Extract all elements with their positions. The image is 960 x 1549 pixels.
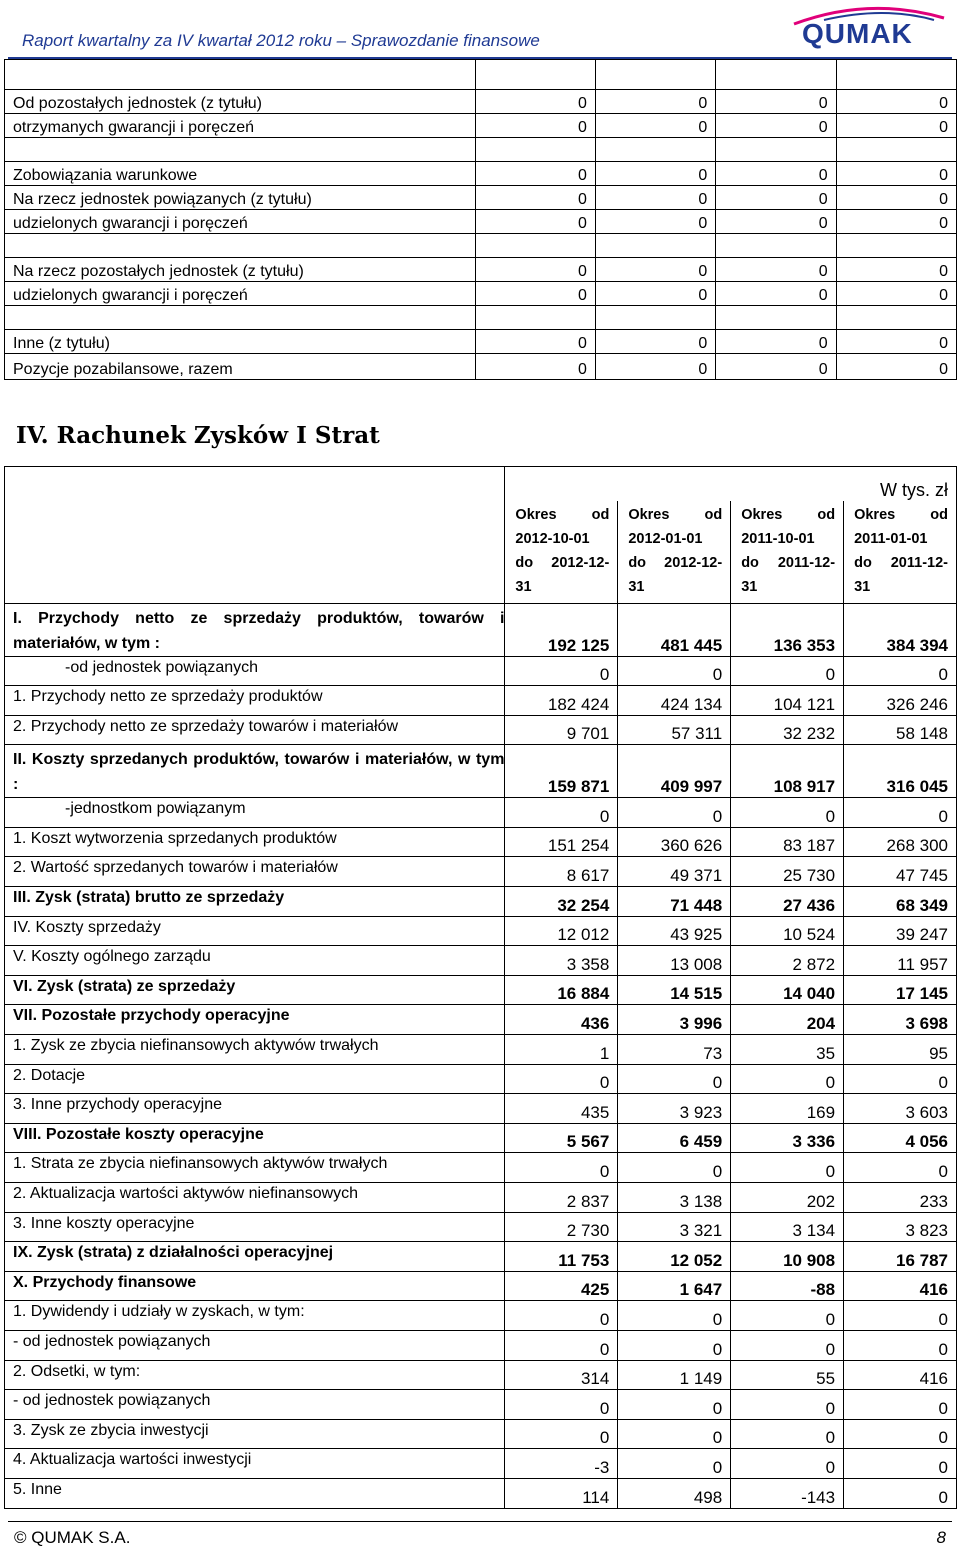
row-label: 1. Strata ze zbycia niefinansowych aktywów trwałych: [5, 1153, 505, 1183]
row-value: 384 394: [844, 603, 957, 656]
row-value: 32 232: [731, 715, 844, 745]
table-row: [5, 60, 957, 90]
row-value: [836, 60, 956, 90]
row-value: 0: [475, 258, 595, 282]
row-value: 0: [505, 1153, 618, 1183]
row-value: 0: [595, 90, 715, 114]
table-row: [5, 1271, 957, 1301]
footer-copyright: © QUMAK S.A.: [14, 1528, 131, 1547]
row-value: 0: [716, 114, 836, 138]
row-value: 0: [731, 1419, 844, 1449]
row-value: 0: [844, 1419, 957, 1449]
row-value: 0: [716, 186, 836, 210]
row-label: 4. Aktualizacja wartości inwestycji: [5, 1449, 505, 1479]
row-value: 3 923: [618, 1094, 731, 1124]
row-value: 0: [731, 656, 844, 686]
row-value: 3 134: [731, 1212, 844, 1242]
table-row: [5, 162, 957, 186]
table-row: [5, 656, 957, 686]
row-value: 0: [844, 798, 957, 828]
row-label: X. Przychody finansowe: [5, 1271, 505, 1301]
row-label: 3. Inne koszty operacyjne: [5, 1212, 505, 1242]
table-row: [5, 1390, 957, 1420]
row-label: 1. Koszt wytworzenia sprzedanych produktów: [5, 827, 505, 857]
row-value: 3 138: [618, 1183, 731, 1213]
row-value: 0: [836, 90, 956, 114]
row-label: Na rzecz pozostałych jednostek (z tytułu): [5, 258, 476, 282]
header-blank: [5, 467, 505, 604]
row-label: 2. Odsetki, w tym:: [5, 1360, 505, 1390]
row-label: I. Przychody netto ze sprzedaży produktów, towarów i materiałów, w tym :: [5, 603, 505, 656]
row-value: 326 246: [844, 686, 957, 716]
row-label: 1. Przychody netto ze sprzedaży produktów: [5, 686, 505, 716]
row-value: 0: [618, 1330, 731, 1360]
row-value: 57 311: [618, 715, 731, 745]
row-value: 2 837: [505, 1183, 618, 1213]
row-value: [836, 234, 956, 258]
row-value: 43 925: [618, 916, 731, 946]
row-value: 169: [731, 1094, 844, 1124]
row-value: 0: [836, 210, 956, 234]
table-row: [5, 1183, 957, 1213]
table-row: [5, 306, 957, 330]
row-value: 11 753: [505, 1242, 618, 1272]
row-value: [836, 306, 956, 330]
row-value: 435: [505, 1094, 618, 1124]
row-label: 2. Przychody netto ze sprzedaży towarów i materiałów: [5, 715, 505, 745]
row-value: 0: [836, 114, 956, 138]
row-value: 3 336: [731, 1123, 844, 1153]
row-value: 95: [844, 1035, 957, 1065]
row-value: 0: [618, 798, 731, 828]
row-label: Inne (z tytułu): [5, 330, 476, 354]
row-value: 73: [618, 1035, 731, 1065]
row-value: 2 872: [731, 946, 844, 976]
row-value: 0: [731, 1330, 844, 1360]
row-value: 32 254: [505, 887, 618, 917]
row-value: 108 917: [731, 745, 844, 798]
table-row: [5, 857, 957, 887]
row-value: 416: [844, 1360, 957, 1390]
row-value: 17 145: [844, 975, 957, 1005]
table-row: [5, 186, 957, 210]
table-row: [5, 827, 957, 857]
row-value: 0: [475, 90, 595, 114]
row-value: 3 996: [618, 1005, 731, 1035]
row-value: 0: [844, 1449, 957, 1479]
row-label: Zobowiązania warunkowe: [5, 162, 476, 186]
table-row: [5, 1212, 957, 1242]
row-value: 182 424: [505, 686, 618, 716]
table-row: [5, 715, 957, 745]
row-label: 1. Dywidendy i udziały w zyskach, w tym:: [5, 1301, 505, 1331]
row-label: -jednostkom powiązanym: [5, 798, 505, 828]
table-row: [5, 1123, 957, 1153]
row-value: 1 647: [618, 1271, 731, 1301]
report-title: Raport kwartalny za IV kwartał 2012 roku – Sprawozdanie finansowe: [22, 31, 540, 50]
row-value: 0: [844, 1330, 957, 1360]
row-value: [595, 60, 715, 90]
row-value: 71 448: [618, 887, 731, 917]
row-value: 0: [595, 282, 715, 306]
row-value: 12 012: [505, 916, 618, 946]
row-label: 1. Zysk ze zbycia niefinansowych aktywów trwałych: [5, 1035, 505, 1065]
row-value: 16 787: [844, 1242, 957, 1272]
row-value: 3 321: [618, 1212, 731, 1242]
row-value: [475, 306, 595, 330]
row-value: 0: [716, 210, 836, 234]
off-balance-table: [4, 59, 957, 380]
row-value: 0: [505, 1064, 618, 1094]
row-value: 10 524: [731, 916, 844, 946]
row-value: 55: [731, 1360, 844, 1390]
row-label: - od jednostek powiązanych: [5, 1390, 505, 1420]
row-value: 481 445: [618, 603, 731, 656]
row-value: 0: [475, 210, 595, 234]
row-value: 0: [618, 1301, 731, 1331]
row-label: udzielonych gwarancji i poręczeń: [5, 282, 476, 306]
row-value: 3 603: [844, 1094, 957, 1124]
row-value: 0: [731, 1064, 844, 1094]
row-value: 436: [505, 1005, 618, 1035]
row-value: 0: [844, 1064, 957, 1094]
row-value: 0: [836, 282, 956, 306]
row-label: - od jednostek powiązanych: [5, 1330, 505, 1360]
row-value: 0: [595, 258, 715, 282]
unit-label: W tys. zł: [505, 467, 957, 501]
row-label: III. Zysk (strata) brutto ze sprzedaży: [5, 887, 505, 917]
table-row: [5, 1449, 957, 1479]
table-row: [5, 798, 957, 828]
table-row: [5, 210, 957, 234]
row-value: [716, 60, 836, 90]
table-row: [5, 234, 957, 258]
row-value: 11 957: [844, 946, 957, 976]
table-row: [5, 1301, 957, 1331]
row-value: 0: [595, 354, 715, 380]
row-value: 0: [836, 258, 956, 282]
page-header: [0, 0, 960, 60]
row-label: V. Koszty ogólnego zarządu: [5, 946, 505, 976]
row-value: 159 871: [505, 745, 618, 798]
row-value: 0: [716, 90, 836, 114]
row-label: 5. Inne: [5, 1478, 505, 1508]
row-value: [716, 306, 836, 330]
table-row: [5, 258, 957, 282]
row-value: 68 349: [844, 887, 957, 917]
row-value: 104 121: [731, 686, 844, 716]
table-row: [5, 90, 957, 114]
row-value: 409 997: [618, 745, 731, 798]
table-row: [5, 1478, 957, 1508]
row-label: Pozycje pozabilansowe, razem: [5, 354, 476, 380]
table-row: [5, 1153, 957, 1183]
row-value: 13 008: [618, 946, 731, 976]
row-label: 2. Aktualizacja wartości aktywów niefinansowych: [5, 1183, 505, 1213]
row-value: 0: [595, 186, 715, 210]
table-row: [5, 282, 957, 306]
row-value: -3: [505, 1449, 618, 1479]
row-value: 0: [618, 656, 731, 686]
table-row: [5, 887, 957, 917]
row-label: 2. Wartość sprzedanych towarów i materiałów: [5, 857, 505, 887]
row-value: 0: [836, 330, 956, 354]
table-row: [5, 1064, 957, 1094]
table-row: [5, 1360, 957, 1390]
table-row: [5, 686, 957, 716]
row-value: 0: [844, 1153, 957, 1183]
column-header: Okres od 2011-01-01 do 2011-12-31: [844, 501, 957, 604]
row-value: [475, 234, 595, 258]
row-value: 416: [844, 1271, 957, 1301]
column-header: Okres od 2011-10-01 do 2011-12-31: [731, 501, 844, 604]
row-value: 3 823: [844, 1212, 957, 1242]
row-value: 0: [595, 114, 715, 138]
row-value: 233: [844, 1183, 957, 1213]
row-value: 27 436: [731, 887, 844, 917]
row-value: 14 040: [731, 975, 844, 1005]
footer-rule: [8, 1521, 952, 1522]
row-value: 136 353: [731, 603, 844, 656]
row-value: 47 745: [844, 857, 957, 887]
table-row: [5, 1242, 957, 1272]
row-value: 8 617: [505, 857, 618, 887]
row-label: otrzymanych gwarancji i poręczeń: [5, 114, 476, 138]
row-label: VIII. Pozostałe koszty operacyjne: [5, 1123, 505, 1153]
row-value: 14 515: [618, 975, 731, 1005]
row-value: 1: [505, 1035, 618, 1065]
column-header: Okres od 2012-10-01 do 2012-12-31: [505, 501, 618, 604]
row-value: 151 254: [505, 827, 618, 857]
table-row: [5, 1330, 957, 1360]
row-value: 0: [618, 1064, 731, 1094]
row-value: 83 187: [731, 827, 844, 857]
row-value: [836, 138, 956, 162]
row-value: 0: [731, 1449, 844, 1479]
row-label: 3. Zysk ze zbycia inwestycji: [5, 1419, 505, 1449]
row-value: 58 148: [844, 715, 957, 745]
table-row: [5, 603, 957, 656]
row-value: 0: [836, 354, 956, 380]
column-header: Okres od 2012-01-01 do 2012-12-31: [618, 501, 731, 604]
row-label: 3. Inne przychody operacyjne: [5, 1094, 505, 1124]
row-value: [475, 138, 595, 162]
row-value: 0: [716, 282, 836, 306]
row-value: 360 626: [618, 827, 731, 857]
row-value: 0: [505, 1330, 618, 1360]
row-value: 35: [731, 1035, 844, 1065]
logo-text: QUMAK: [802, 18, 913, 49]
income-statement-table: [4, 466, 957, 1509]
row-value: [716, 138, 836, 162]
row-value: 0: [836, 162, 956, 186]
row-value: 0: [618, 1153, 731, 1183]
row-value: 49 371: [618, 857, 731, 887]
row-label: Na rzecz jednostek powiązanych (z tytułu): [5, 186, 476, 210]
row-value: 0: [505, 656, 618, 686]
row-label: II. Koszty sprzedanych produktów, towarów i materiałów, w tym :: [5, 745, 505, 798]
row-value: -88: [731, 1271, 844, 1301]
row-label: [5, 138, 476, 162]
row-value: 0: [475, 162, 595, 186]
row-label: [5, 306, 476, 330]
row-value: 0: [844, 656, 957, 686]
row-value: 0: [475, 186, 595, 210]
row-value: 0: [844, 1478, 957, 1508]
row-value: 0: [618, 1419, 731, 1449]
row-value: 0: [505, 798, 618, 828]
table-row: [5, 916, 957, 946]
row-value: 0: [716, 354, 836, 380]
row-value: 114: [505, 1478, 618, 1508]
row-value: 0: [844, 1301, 957, 1331]
row-value: 6 459: [618, 1123, 731, 1153]
page-number: 8: [936, 1528, 946, 1547]
row-value: 0: [844, 1390, 957, 1420]
table-row: [5, 354, 957, 380]
row-value: 0: [505, 1390, 618, 1420]
table-row: [5, 1419, 957, 1449]
row-value: 0: [716, 258, 836, 282]
row-value: 0: [595, 210, 715, 234]
row-label: VII. Pozostałe przychody operacyjne: [5, 1005, 505, 1035]
table-row: [5, 946, 957, 976]
row-value: 268 300: [844, 827, 957, 857]
section-title: IV. Rachunek Zysków I Strat: [16, 422, 380, 449]
row-value: 9 701: [505, 715, 618, 745]
row-label: -od jednostek powiązanych: [5, 656, 505, 686]
table-row: [5, 975, 957, 1005]
row-value: 498: [618, 1478, 731, 1508]
row-value: 424 134: [618, 686, 731, 716]
table-row: [5, 114, 957, 138]
row-value: 204: [731, 1005, 844, 1035]
row-value: 202: [731, 1183, 844, 1213]
row-value: 0: [475, 114, 595, 138]
table-row: [5, 1094, 957, 1124]
row-value: 2 730: [505, 1212, 618, 1242]
row-value: -143: [731, 1478, 844, 1508]
row-value: 0: [731, 798, 844, 828]
row-value: 0: [731, 1390, 844, 1420]
row-value: 39 247: [844, 916, 957, 946]
row-value: [595, 234, 715, 258]
row-value: 3 698: [844, 1005, 957, 1035]
row-value: 0: [716, 330, 836, 354]
table-row: [5, 1035, 957, 1065]
row-value: 0: [731, 1153, 844, 1183]
row-value: 425: [505, 1271, 618, 1301]
table-row: [5, 745, 957, 798]
row-value: 0: [618, 1449, 731, 1479]
row-value: 0: [505, 1419, 618, 1449]
row-value: 0: [475, 354, 595, 380]
row-value: 25 730: [731, 857, 844, 887]
row-value: 0: [716, 162, 836, 186]
row-value: 316 045: [844, 745, 957, 798]
table-row: [5, 330, 957, 354]
table-row: [5, 138, 957, 162]
row-label: 2. Dotacje: [5, 1064, 505, 1094]
row-label: udzielonych gwarancji i poręczeń: [5, 210, 476, 234]
table-row: [5, 1005, 957, 1035]
row-value: [475, 60, 595, 90]
row-value: 12 052: [618, 1242, 731, 1272]
row-value: 16 884: [505, 975, 618, 1005]
row-value: 4 056: [844, 1123, 957, 1153]
row-value: 3 358: [505, 946, 618, 976]
row-label: IX. Zysk (strata) z działalności operacyjnej: [5, 1242, 505, 1272]
row-value: 0: [595, 162, 715, 186]
row-value: 0: [618, 1390, 731, 1420]
row-value: 314: [505, 1360, 618, 1390]
row-label: IV. Koszty sprzedaży: [5, 916, 505, 946]
row-value: 0: [505, 1301, 618, 1331]
row-value: 0: [475, 282, 595, 306]
row-value: 1 149: [618, 1360, 731, 1390]
row-value: 0: [595, 330, 715, 354]
row-value: 0: [836, 186, 956, 210]
row-value: [716, 234, 836, 258]
row-value: 0: [731, 1301, 844, 1331]
row-value: [595, 306, 715, 330]
row-label: [5, 234, 476, 258]
row-value: 192 125: [505, 603, 618, 656]
row-value: 0: [475, 330, 595, 354]
row-label: VI. Zysk (strata) ze sprzedaży: [5, 975, 505, 1005]
row-value: 5 567: [505, 1123, 618, 1153]
row-label: [5, 60, 476, 90]
row-value: 10 908: [731, 1242, 844, 1272]
row-value: [595, 138, 715, 162]
row-label: Od pozostałych jednostek (z tytułu): [5, 90, 476, 114]
